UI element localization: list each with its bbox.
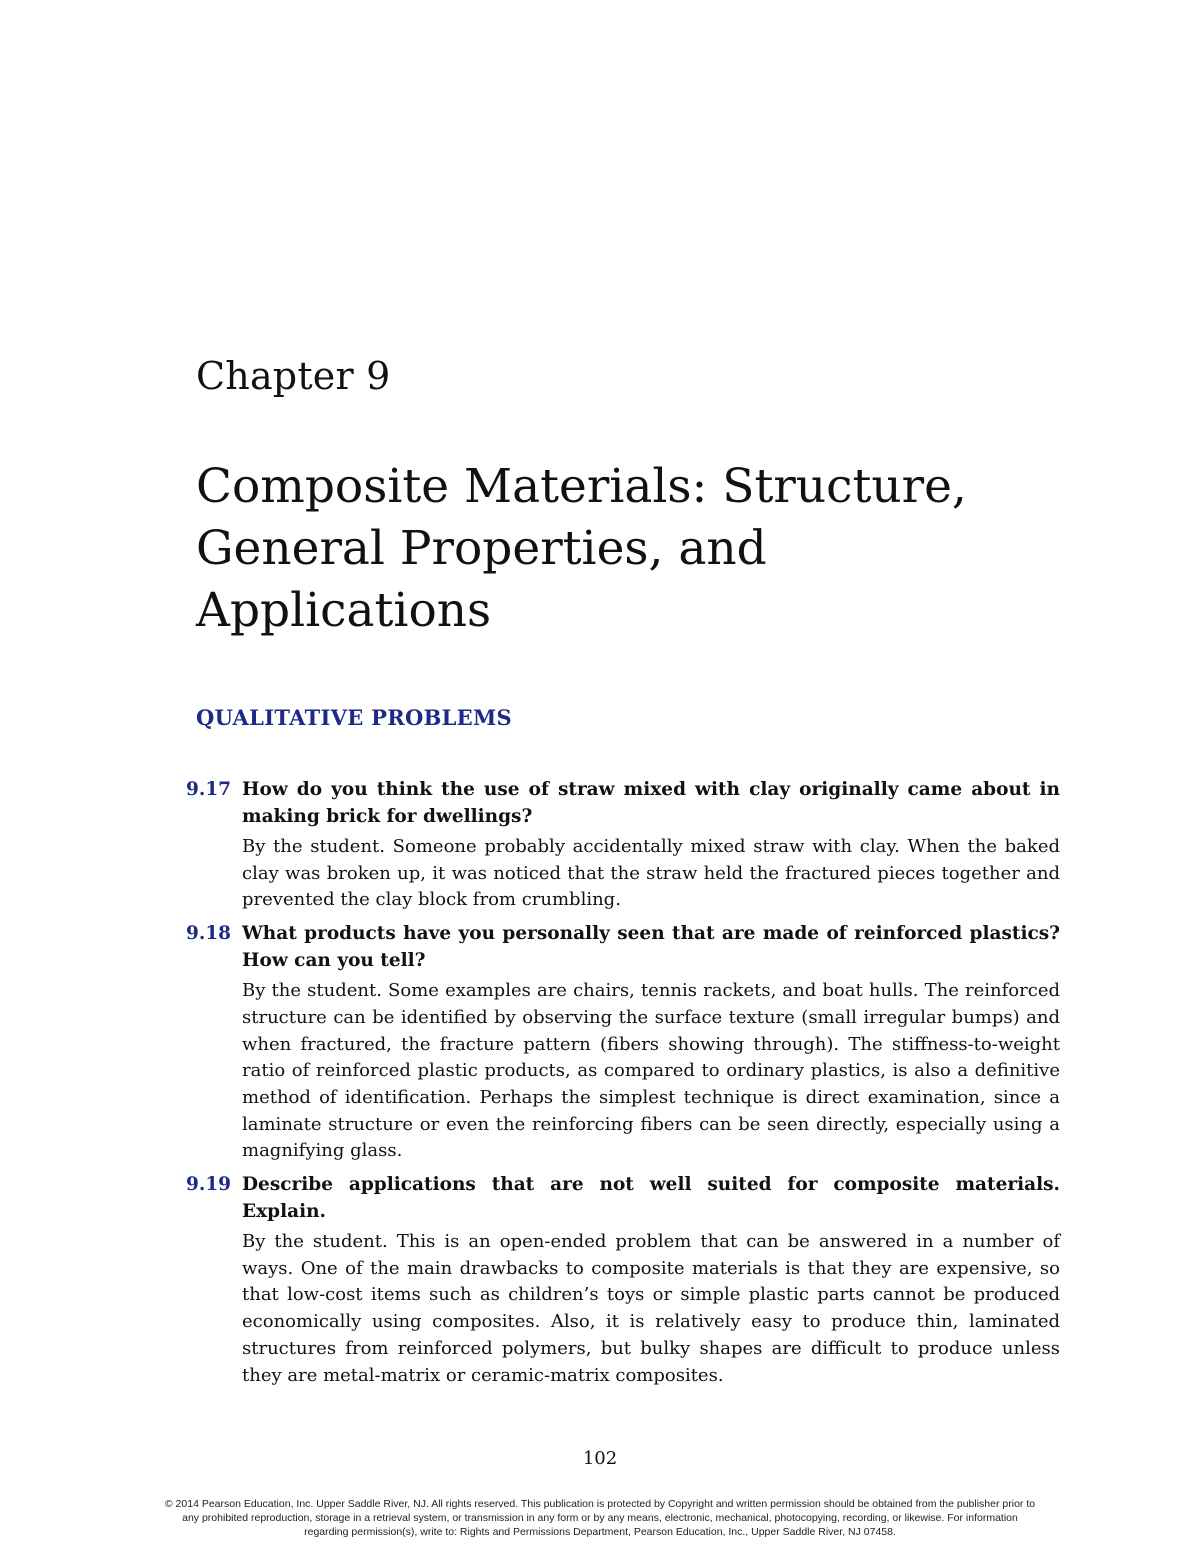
problem-answer: By the student. Some examples are chairs, tennis rackets, and boat hulls. The reinforced structure can be identified by observing the surface texture (small irregular bumps) and when fractured, the fracture pattern (fibers showing through). The stiffness-to-weight ratio of reinforced plastic products, as compared to ordinary plastics, is also a definitive method of identification. Perhaps the simplest technique is direct examination, since a laminate structure or even the reinforcing fibers can be seen directly, especially using a magnifying glass.	[242, 980, 1060, 1162]
chapter-title: Composite Materials: Structure, General Properties, and Applications	[196, 459, 967, 638]
problem-item	[186, 1171, 1060, 1389]
problem-question: Describe applications that are not well suited for composite materials. Explain.	[242, 1174, 1060, 1223]
problem-item	[186, 920, 1060, 1165]
problem-list	[186, 776, 1060, 1395]
section-heading: QUALITATIVE PROBLEMS	[196, 705, 512, 730]
problem-item	[186, 776, 1060, 914]
problem-number: 9.18	[186, 923, 232, 945]
problem-question: What products have you personally seen that are made of reinforced plastics? How can you tell?	[242, 923, 1060, 972]
copyright-notice: © 2014 Pearson Education, Inc. Upper Saddle River, NJ. All rights reserved. This publication is protected by Copyright and written permission should be obtained from the publisher prior to any prohibited reproduction, storage in a retrieval system, or transmission in any form or by any means, electronic, mechanical, photocopying, recording, or likewise. For information regarding permission(s), write to: Rights and Permissions Department, Pearson Education, Inc., Upper Saddle River, NJ 07458.	[164, 1498, 1036, 1538]
problem-number: 9.19	[186, 1174, 232, 1196]
problem-question: How do you think the use of straw mixed with clay originally came about in making brick for dwellings?	[242, 779, 1060, 827]
problem-answer: By the student. This is an open-ended problem that can be answered in a number of ways. One of the main drawbacks to composite materials is that they are expensive, so that low-cost items such as children’s toys or simple plastic parts cannot be produced economically using composites. Also, it is relatively easy to produce thin, laminated structures from reinforced polymers, but bulky shapes are difficult to produce unless they are metal-matrix or ceramic-matrix composites.	[242, 1231, 1060, 1386]
page-number: 102	[582, 1448, 618, 1469]
chapter-label: Chapter 9	[196, 354, 391, 398]
problem-number: 9.17	[186, 779, 232, 800]
problem-answer: By the student. Someone probably accidentally mixed straw with clay. When the baked clay was broken up, it was noticed that the straw held the fractured pieces together and prevented the clay block from crumbling.	[242, 836, 1060, 911]
